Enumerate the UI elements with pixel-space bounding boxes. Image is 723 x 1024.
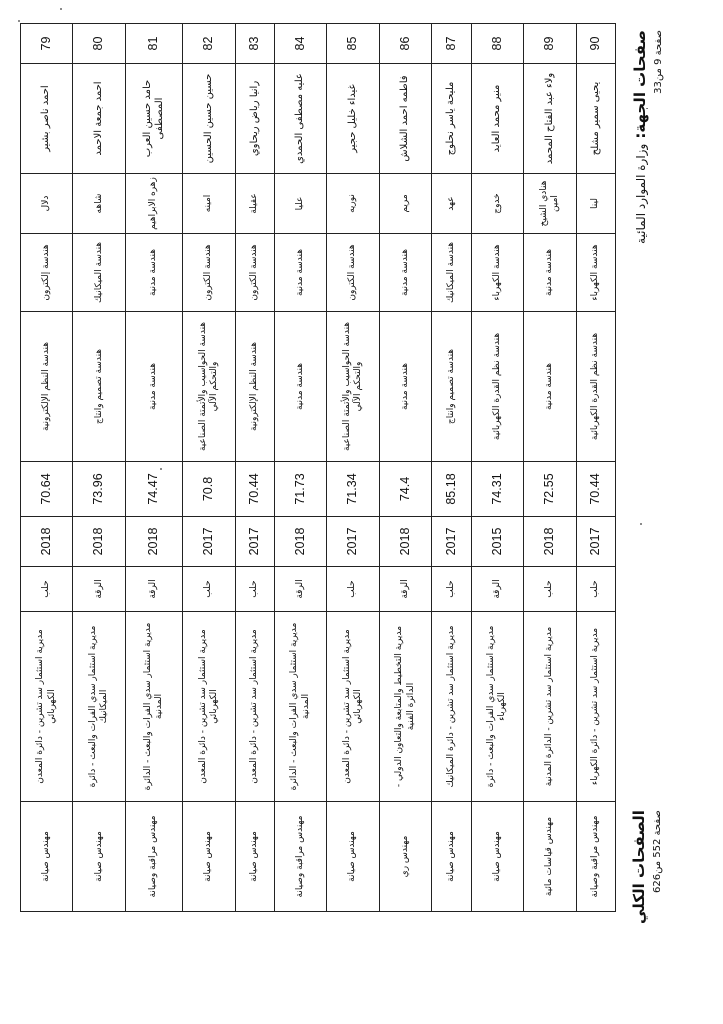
table-row <box>379 24 431 912</box>
cell-grade: 71.73 <box>274 462 326 517</box>
cell-full-name: مليحة ياسر نحلوج <box>432 64 471 174</box>
cell-job-title: مهندس صيانة <box>471 802 523 912</box>
cell-branch: هندسة مدنية <box>524 312 576 462</box>
table-row <box>524 24 576 912</box>
scan-speck <box>160 468 162 470</box>
cell-graduation-year: 2017 <box>432 517 471 567</box>
cell-grade: 70.64 <box>21 462 73 517</box>
cell-full-name: حامد حسين العرب المصطفى <box>125 64 182 174</box>
cell-branch: هندسة نظم القدرة الكهربائية <box>471 312 523 462</box>
cell-mother-name: خدوج <box>471 174 523 234</box>
cell-grade: 70.44 <box>235 462 274 517</box>
cell-specialty: هندسة الكهرباء <box>576 234 615 312</box>
cell-directorate: مديرية استثمار سدي الفرات والبعث - الدائرة المدنية <box>125 612 182 802</box>
cell-grade: 74.47 <box>125 462 182 517</box>
cell-job-title: مهندس صيانة <box>432 802 471 912</box>
cell-governorate: الرقة <box>274 567 326 612</box>
cell-governorate: حلب <box>235 567 274 612</box>
cell-directorate: مديرية استثمار سد تشرين - دائرة المعدن <box>235 612 274 802</box>
cell-governorate: الرقة <box>73 567 125 612</box>
cell-row-number: 82 <box>183 24 235 64</box>
cell-specialty: هندسة مدنية <box>125 234 182 312</box>
cell-governorate: الرقة <box>125 567 182 612</box>
cell-specialty: هندسة الكهرباء <box>471 234 523 312</box>
table-row <box>183 24 235 912</box>
cell-specialty: هندسة الميكانيك <box>73 234 125 312</box>
cell-branch: هندسة الحواسيب والأتمتة الصناعية والتحكم الآلي <box>183 312 235 462</box>
cell-directorate: مديرية استثمار سد تشرين - دائرة المعدن الكهربائي <box>183 612 235 802</box>
cell-graduation-year: 2018 <box>73 517 125 567</box>
cell-branch: هندسة مدنية <box>274 312 326 462</box>
cell-grade: 85.18 <box>432 462 471 517</box>
cell-specialty: هندسة الكترون <box>327 234 379 312</box>
cell-directorate: مديرية التخطيط والمتابعة والتعاون الدولي - الدائرة الفنية <box>379 612 431 802</box>
cell-row-number: 84 <box>274 24 326 64</box>
table-row <box>576 24 615 912</box>
cell-row-number: 83 <box>235 24 274 64</box>
cell-branch: هندسة تصميم وانتاج <box>73 312 125 462</box>
cell-directorate: مديرية استثمار سدي الفرات والبعث - الدائرة المدنية <box>274 612 326 802</box>
cell-full-name: ولاء عبد الفتاح المحمد <box>524 64 576 174</box>
cell-job-title: مهندس صيانة <box>235 802 274 912</box>
cell-specialty: هندسة إلكترون <box>21 234 73 312</box>
table-row <box>274 24 326 912</box>
cell-governorate: حلب <box>183 567 235 612</box>
cell-mother-name: عهد <box>432 174 471 234</box>
cell-row-number: 79 <box>21 24 73 64</box>
cell-job-title: مهندس صيانة <box>327 802 379 912</box>
footer-entity-name: وزارة الموارد المائية <box>634 143 648 244</box>
cell-graduation-year: 2018 <box>524 517 576 567</box>
cell-graduation-year: 2017 <box>183 517 235 567</box>
footer-entity-title: صفحات الجهة: <box>631 30 649 139</box>
cell-grade: 72.55 <box>524 462 576 517</box>
cell-specialty: هندسة مدنية <box>524 234 576 312</box>
cell-job-title: مهندس صيانة <box>21 802 73 912</box>
cell-directorate: مديرية استثمار سد تشرين - الدائرة المدنية <box>524 612 576 802</box>
cell-specialty: هندسة الكترون <box>183 234 235 312</box>
cell-directorate: مديرية استثمار سد تشرين - دائرة المعدن الكهربائي <box>327 612 379 802</box>
cell-governorate: الرقة <box>471 567 523 612</box>
cell-full-name: احمد ناصر بشير <box>21 64 73 174</box>
cell-row-number: 87 <box>432 24 471 64</box>
table-row <box>471 24 523 912</box>
table-row <box>125 24 182 912</box>
cell-mother-name: دلال <box>21 174 73 234</box>
cell-grade: 71.34 <box>327 462 379 517</box>
footer-entity <box>630 30 664 244</box>
cell-branch: هندسة مدنية <box>125 312 182 462</box>
cell-graduation-year: 2018 <box>125 517 182 567</box>
candidates-table-wrapper <box>20 24 616 912</box>
cell-graduation-year: 2017 <box>235 517 274 567</box>
cell-mother-name: شاهه <box>73 174 125 234</box>
cell-graduation-year: 2017 <box>327 517 379 567</box>
footer-total <box>630 810 663 924</box>
cell-grade: 74.4 <box>379 462 431 517</box>
table-body <box>21 24 616 912</box>
cell-branch: هندسة مدنية <box>379 312 431 462</box>
cell-directorate: مديرية استثمار سد تشرين - دائرة الكهرباء <box>576 612 615 802</box>
cell-mother-name: زهره الابراهيم <box>125 174 182 234</box>
cell-mother-name: هنادي الشيخ امين <box>524 174 576 234</box>
cell-grade: 70.44 <box>576 462 615 517</box>
cell-row-number: 85 <box>327 24 379 64</box>
cell-job-title: مهندس صيانة <box>183 802 235 912</box>
cell-governorate: حلب <box>524 567 576 612</box>
cell-full-name: غيداء خليل حجير <box>327 64 379 174</box>
cell-job-title: مهندس مراقبة وصيانة <box>125 802 182 912</box>
table-row <box>432 24 471 912</box>
cell-branch: هندسة تصميم وانتاج <box>432 312 471 462</box>
cell-specialty: هندسة مدنية <box>379 234 431 312</box>
cell-mother-name: مريم <box>379 174 431 234</box>
cell-full-name: منير محمد العايد <box>471 64 523 174</box>
cell-full-name: احمد جمعة الاحمد <box>73 64 125 174</box>
cell-full-name: حسين حسين الحسين <box>183 64 235 174</box>
scan-speck <box>60 8 62 10</box>
cell-graduation-year: 2018 <box>21 517 73 567</box>
cell-directorate: مديرية استثمار سد تشرين - دائرة الميكانيك <box>432 612 471 802</box>
footer-total-page: صفحة 552 من626 <box>652 810 663 893</box>
cell-branch: هندسة النظم الإلكترونية <box>21 312 73 462</box>
scan-speck <box>640 523 642 525</box>
cell-mother-name: نوريه <box>327 174 379 234</box>
cell-governorate: حلب <box>576 567 615 612</box>
cell-grade: 73.96 <box>73 462 125 517</box>
table-row <box>73 24 125 912</box>
cell-graduation-year: 2017 <box>576 517 615 567</box>
cell-directorate: مديرية استثمار سدي الفرات والبعث - دائرة الميكانيك <box>73 612 125 802</box>
cell-branch: هندسة نظم القدرة الكهربائية <box>576 312 615 462</box>
cell-job-title: مهندس صيانة <box>73 802 125 912</box>
cell-mother-name: امينه <box>183 174 235 234</box>
cell-grade: 74.31 <box>471 462 523 517</box>
cell-graduation-year: 2018 <box>379 517 431 567</box>
footer-total-title: الصفحات الكلي <box>630 810 648 924</box>
cell-row-number: 90 <box>576 24 615 64</box>
cell-row-number: 80 <box>73 24 125 64</box>
cell-directorate: مديرية استثمار سد تشرين - دائرة المعدن الكهربائي <box>21 612 73 802</box>
scan-speck <box>18 20 20 22</box>
cell-row-number: 89 <box>524 24 576 64</box>
cell-job-title: مهندس ري <box>379 802 431 912</box>
cell-branch: هندسة الحواسيب والأتمتة الصناعية والتحكم الآلي <box>327 312 379 462</box>
cell-governorate: الرقة <box>379 567 431 612</box>
cell-governorate: حلب <box>327 567 379 612</box>
cell-row-number: 88 <box>471 24 523 64</box>
cell-job-title: مهندس مراقبة وصيانة <box>274 802 326 912</box>
cell-mother-name: عقيلة <box>235 174 274 234</box>
cell-governorate: حلب <box>21 567 73 612</box>
cell-row-number: 81 <box>125 24 182 64</box>
candidates-table <box>20 23 616 912</box>
cell-grade: 70.8 <box>183 462 235 517</box>
cell-job-title: مهندس قياسات مائية <box>524 802 576 912</box>
cell-specialty: هندسة مدنية <box>274 234 326 312</box>
cell-specialty: هندسة الميكانيك <box>432 234 471 312</box>
footer-entity-page: صفحة 9 من33 <box>653 30 664 94</box>
footer-entity-line <box>630 30 649 244</box>
cell-full-name: رانيا رياض ريحاوي <box>235 64 274 174</box>
cell-specialty: هندسة الكترون <box>235 234 274 312</box>
table-row <box>235 24 274 912</box>
cell-graduation-year: 2015 <box>471 517 523 567</box>
cell-mother-name: لينا <box>576 174 615 234</box>
cell-full-name: فاطمه احمد الشلاش <box>379 64 431 174</box>
cell-branch: هندسة النظم الإلكترونية <box>235 312 274 462</box>
table-row <box>327 24 379 912</box>
cell-mother-name: عليا <box>274 174 326 234</box>
cell-full-name: يحيى سمير مشلح <box>576 64 615 174</box>
cell-directorate: مديرية استثمار سدي الفرات والبعث - دائرة الكهرباء <box>471 612 523 802</box>
cell-full-name: عليه مصطفى الحمدي <box>274 64 326 174</box>
cell-job-title: مهندس مراقبة وصيانة <box>576 802 615 912</box>
cell-row-number: 86 <box>379 24 431 64</box>
cell-governorate: حلب <box>432 567 471 612</box>
table-row <box>21 24 73 912</box>
cell-graduation-year: 2018 <box>274 517 326 567</box>
